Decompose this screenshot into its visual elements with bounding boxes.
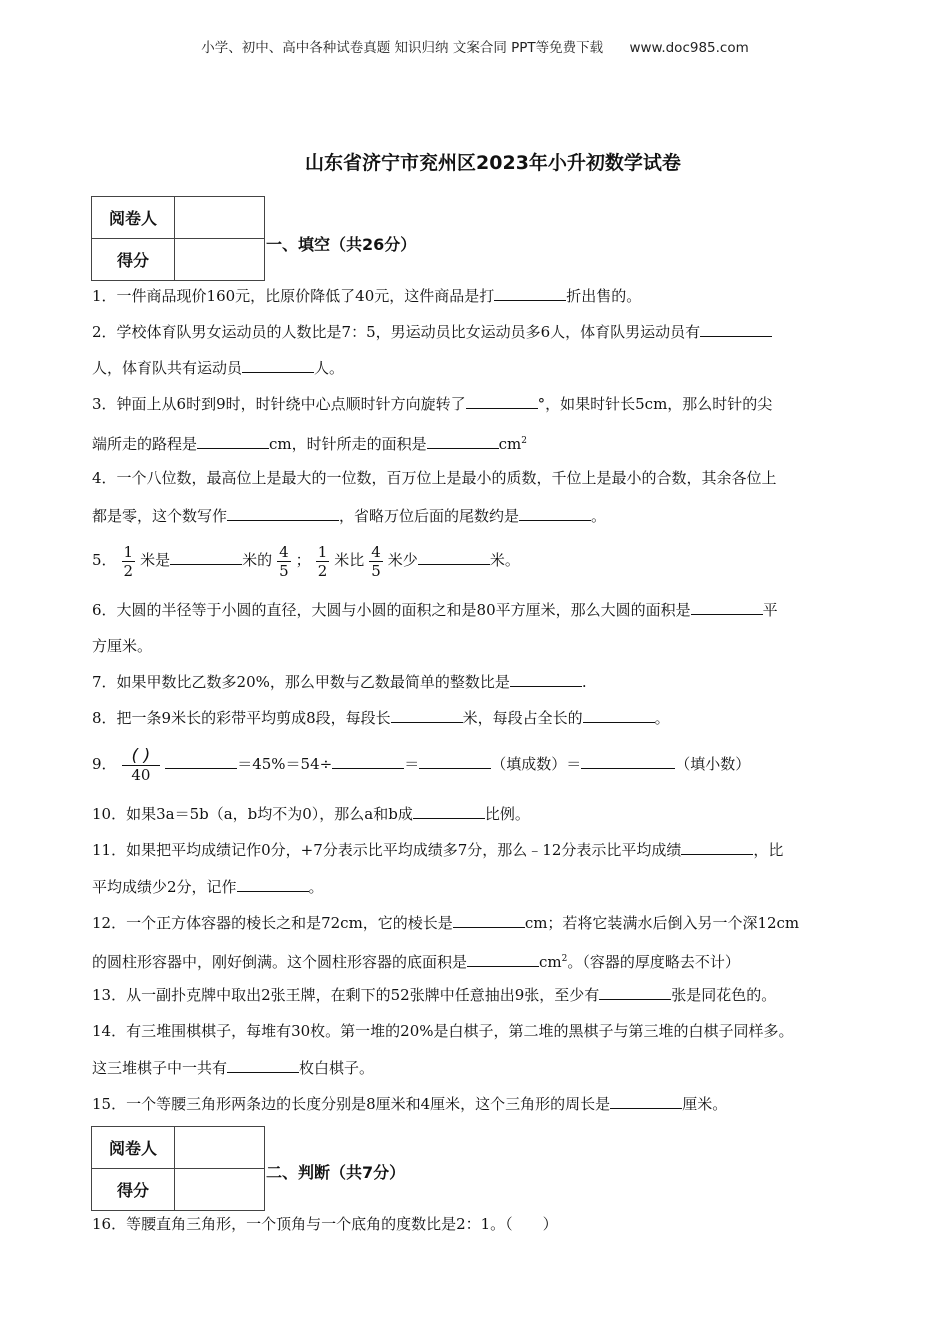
fraction: $\frac{4}{5}$ [279, 542, 289, 580]
question-10: 10．如果3a＝5b（a，b均不为0），那么a和b成 比例。 [92, 805, 530, 823]
answer-blank[interactable] [427, 434, 499, 449]
answer-blank[interactable] [237, 877, 309, 892]
section-heading-1: 一、填空（共26分） [266, 235, 417, 254]
question-3-cont: 端所走的路程是 cm，时针所走的面积是 $cm^2$ [92, 435, 528, 453]
answer-blank[interactable] [581, 754, 675, 769]
score-cell [175, 239, 265, 281]
answer-blank[interactable] [700, 322, 772, 337]
score-label: 得分 [92, 239, 175, 281]
question-6-cont: 方厘米。 [92, 637, 153, 655]
header-text: 小学、初中、高中各种试卷真题 知识归纳 文案合同 PPT等免费下载 [201, 40, 604, 56]
question-11-cont: 平均成绩少2分，记作 。 [92, 878, 324, 896]
question-1: 1．一件商品现价160元，比原价降低了40元，这件商品是打 折出售的。 [92, 287, 642, 305]
answer-blank[interactable] [418, 550, 490, 565]
score-label: 得分 [92, 1169, 175, 1211]
answer-blank[interactable] [413, 804, 485, 819]
question-16: 16．等腰直角三角形，一个顶角与一个底角的度数比是2：1。（ ） [92, 1215, 558, 1233]
answer-blank[interactable] [466, 394, 538, 409]
answer-blank[interactable] [467, 952, 539, 967]
reviewer-label: 阅卷人 [92, 1127, 175, 1169]
answer-blank[interactable] [332, 754, 404, 769]
question-8: 8．把一条9米长的彩带平均剪成8段，每段长 米，每段占全长的 。 [92, 709, 670, 727]
answer-blank[interactable] [691, 600, 763, 615]
question-12: 12．一个正方体容器的棱长之和是72cm，它的棱长是 cm；若将它装满水后倒入另一个深12cm [92, 914, 800, 932]
answer-blank[interactable] [610, 1094, 682, 1109]
reviewer-cell [175, 1127, 265, 1169]
answer-blank[interactable] [391, 708, 463, 723]
question-13: 13．从一副扑克牌中取出2张王牌，在剩下的52张牌中任意抽出9张，至少有 张是同花色的。 [92, 986, 777, 1004]
answer-blank[interactable] [227, 1058, 299, 1073]
question-3: 3．钟面上从6时到9时，时针绕中心点顺时针方向旋转了 °，如果时针长5cm，那么时针的尖 [92, 395, 773, 413]
question-14-cont: 这三堆棋子中一共有 枚白棋子。 [92, 1059, 375, 1077]
question-14: 14．有三堆围棋棋子，每堆有30枚。第一堆的20%是白棋子，第二堆的黑棋子与第三堆的白棋子同样多。 [92, 1022, 794, 1040]
question-4: 4．一个八位数，最高位上是最大的一位数，百万位上是最小的质数，千位上是最小的合数，其余各位上 [92, 469, 777, 487]
question-4-cont: 都是零，这个数写作 ，省略万位后面的尾数约是 。 [92, 507, 607, 525]
answer-blank[interactable] [583, 708, 655, 723]
answer-blank[interactable] [197, 434, 269, 449]
fraction: $\frac{4}{5}$ [371, 542, 381, 580]
fraction: $\frac{1}{2}$ [317, 542, 328, 580]
header-url: www.doc985.com [629, 40, 749, 56]
answer-blank[interactable] [681, 840, 753, 855]
answer-blank[interactable] [242, 358, 314, 373]
question-5: 5． $\frac{1}{2}$ 米是 米的 $\frac{4}{5}$ ； $\frac{1}{2}$ 米比 $\frac{4}{5}$ 米少 米。 [92, 542, 520, 580]
reviewer-cell [175, 197, 265, 239]
fraction: $\frac{( )}{40}$ [122, 747, 161, 784]
answer-blank[interactable] [519, 506, 591, 521]
answer-blank[interactable] [227, 506, 339, 521]
score-cell [175, 1169, 265, 1211]
grader-box-2 [91, 1126, 265, 1211]
question-2: 2．学校体育队男女运动员的人数比是7：5，男运动员比女运动员多6人，体育队男运动员有 [92, 322, 772, 342]
question-7: 7．如果甲数比乙数多20%，那么甲数与乙数最简单的整数比是 . [92, 673, 587, 691]
section-heading-2: 二、判断（共7分） [266, 1163, 406, 1182]
page-header [0, 36, 950, 56]
answer-blank[interactable] [453, 913, 525, 928]
answer-blank[interactable] [510, 672, 582, 687]
answer-blank[interactable] [419, 754, 491, 769]
question-15: 15．一个等腰三角形两条边的长度分别是8厘米和4厘米，这个三角形的周长是 厘米。 [92, 1095, 728, 1113]
question-12-cont: 的圆柱形容器中，刚好倒满。这个圆柱形容器的底面积是 $cm^2$。（容器的厚度略去不计） [92, 953, 740, 971]
answer-blank[interactable] [165, 754, 237, 769]
reviewer-label: 阅卷人 [92, 197, 175, 239]
question-11: 11．如果把平均成绩记作0分，+7分表示比平均成绩多7分，那么﹣12分表示比平均成绩 ，比 [92, 841, 784, 859]
grader-box-1 [91, 196, 265, 281]
answer-blank[interactable] [170, 550, 242, 565]
question-6: 6．大圆的半径等于小圆的直径，大圆与小圆的面积之和是80平方厘米，那么大圆的面积是 平 [92, 601, 778, 619]
fraction: $\frac{1}{2}$ [123, 542, 134, 580]
question-9: 9． $\frac{( )}{40}$ ＝45%＝54÷ ＝ （填成数）＝ （填小数） [92, 745, 751, 784]
question-2-cont: 人，体育队共有运动员 人。 [92, 359, 345, 377]
answer-blank[interactable] [494, 286, 566, 301]
exam-title: 山东省济宁市兖州区2023年小升初数学试卷 [305, 152, 681, 174]
answer-blank[interactable] [599, 985, 671, 1000]
